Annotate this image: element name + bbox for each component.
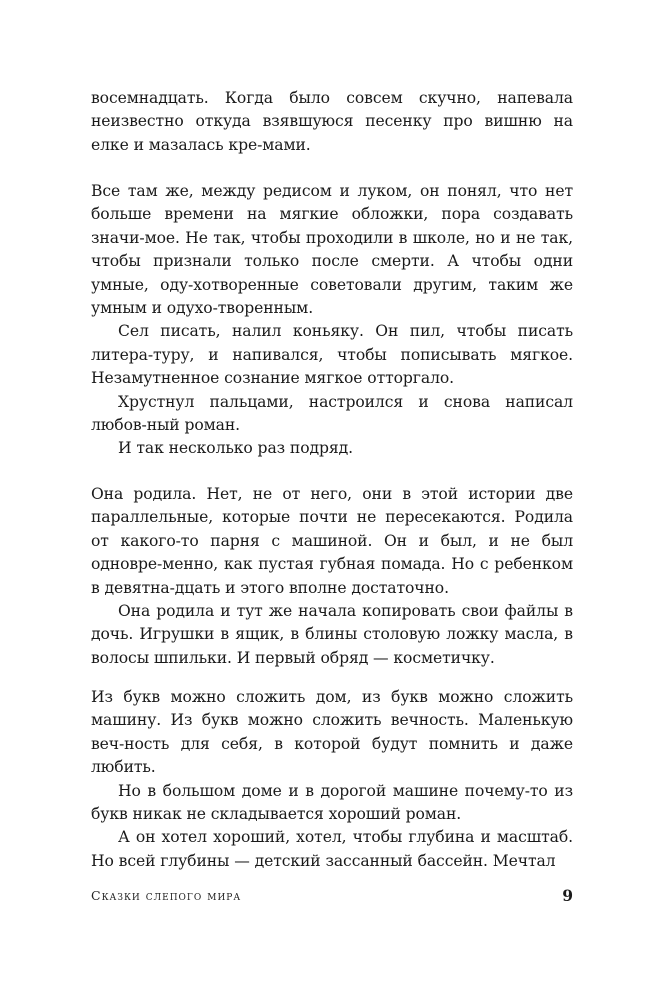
paragraph: А он хотел хороший, хотел, чтобы глубина и масштаб. Но всей глубины — детский зассанный бассейн. Мечтал <box>91 828 573 870</box>
section-3 <box>91 483 573 670</box>
paragraph: Сел писать, налил коньяку. Он пил, чтобы писать литера-туру, и напивался, чтобы пописывать мягкое. Незамутненное сознание мягкое отторгало. <box>91 322 573 388</box>
page-number: 9 <box>562 886 573 905</box>
paragraph: Все там же, между редисом и луком, он понял, что нет больше времени на мягкие обложки, пора создавать значи-мое. Не так, чтобы проходили в школе, но и не так, чтобы признали только после смерти. А чтобы одни умные, оду-хотворенные советовали другим, таким же умным и одухо-творенным. <box>91 182 573 318</box>
paragraph: восемнадцать. Когда было совсем скучно, напевала неизвестно откуда взявшуюся песенку про вишню на елке и мазалась кре-мами. <box>91 89 573 154</box>
paragraph: Она родила. Нет, не от него, они в этой истории две параллельные, которые почти не пересекаются. Родила от какого-то парня с машиной. Он и был, и не был одновре-менно, как пустая губная помада. Но с ребенком в девятна-дцать и этого вполне достаточно. <box>91 485 573 597</box>
paragraph: Хрустнул пальцами, настроился и снова написал любов-ный роман. <box>91 392 573 435</box>
running-title: Сказки слепого мира <box>91 888 242 903</box>
paragraph: И так несколько раз подряд. <box>118 439 353 458</box>
page-footer <box>91 888 573 912</box>
paragraph: Она родила и тут же начала копировать свои файлы в дочь. Игрушки в ящик, в блины столовую ложку масла, в волосы шпильки. И первый обряд — косметичку. <box>91 602 573 667</box>
paragraph: Из букв можно сложить дом, из букв можно сложить машину. Из букв можно сложить вечность. Маленькую веч-ность для себя, в которой будут помнить и даже любить. <box>91 688 573 777</box>
section-4 <box>91 686 573 873</box>
paragraph: Но в большом доме и в дорогой машине почему-то из букв никак не складывается хороший роман. <box>91 781 573 824</box>
section-2 <box>91 180 573 461</box>
section-1 <box>91 87 573 157</box>
